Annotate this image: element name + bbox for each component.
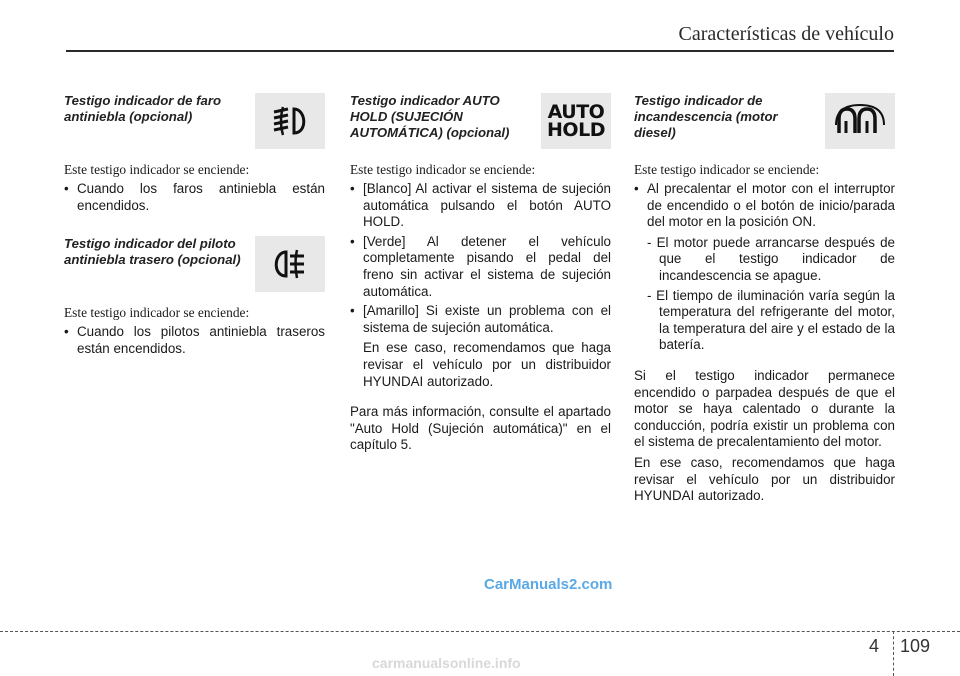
- front-fog-section: [64, 93, 325, 214]
- glow-plug-section: [634, 93, 895, 505]
- page-header-title: Características de vehículo: [678, 23, 894, 45]
- section-header: [634, 93, 895, 149]
- section-lead: Este testigo indicador se enciende:: [64, 162, 250, 177]
- rear-fog-light-icon: [255, 236, 325, 292]
- dash-list: [647, 235, 895, 354]
- list-item-note: En ese caso, recomendamos que haga revisar el vehículo por un distribuidor HYUNDAI autorizado.: [363, 340, 611, 389]
- paragraph: En ese caso, recomendamos que haga revisar el vehículo por un distribuidor HYUNDAI autorizado.: [634, 454, 895, 504]
- list-item: • [Verde] Al detener el vehículo completamente pisando el pedal del freno sin activar el sistema de sujeción automática.: [350, 234, 611, 300]
- column-3: [634, 93, 895, 505]
- footer-divider: [893, 631, 894, 676]
- bullet-list: [634, 181, 895, 354]
- bottom-watermark: carmanualsonline.info: [372, 655, 521, 671]
- section-header: [64, 93, 325, 149]
- section-title: Testigo indicador de faro antiniebla (opcional): [64, 93, 222, 124]
- section-header: [64, 236, 325, 292]
- bullet-list: [350, 181, 611, 390]
- paragraph: Si el testigo indicador permanece encendido o parpadea después de que el motor se haya calentado o durante la conducción, podría existir un problema con el sistema de precalentamiento del motor.: [634, 367, 895, 450]
- section-lead: Este testigo indicador se enciende:: [64, 305, 250, 321]
- bullet-list: [64, 324, 325, 357]
- paragraph: Para más información, consulte el apartado "Auto Hold (Sujeción automática)" en el capítulo 5.: [350, 404, 611, 453]
- footer-rule: [0, 631, 960, 632]
- list-item: • Cuando los pilotos antiniebla traseros están encendidos.: [64, 324, 325, 357]
- rear-fog-section: [64, 236, 325, 357]
- column-1: [64, 93, 325, 360]
- section-lead: Este testigo indicador se enciende:: [350, 162, 536, 177]
- auto-hold-section: [350, 93, 611, 454]
- list-item: • [Amarillo] Si existe un problema con el sistema de sujeción automática. En ese caso, recomendamos que haga revisar el vehículo por un distribuidor HYUNDAI autorizado.: [350, 303, 611, 390]
- list-item: • Cuando los faros antiniebla están encendidos.: [64, 181, 325, 214]
- watermark-link[interactable]: CarManuals2.com: [484, 576, 613, 593]
- section-lead: Este testigo indicador se enciende:: [634, 162, 820, 177]
- list-item: • Al precalentar el motor con el interruptor de encendido o el botón de inicio/parada del motor en la posición ON. - El motor puede arrancarse después de que el testigo indicador de incandescencia se apague. - El tiempo de iluminación varía según la temperatura del refrigerante del motor, la temperatura del aire y el estado de la batería.: [634, 181, 895, 354]
- auto-hold-icon: [541, 93, 611, 149]
- header-rule: [66, 50, 894, 52]
- section-header: [350, 93, 611, 149]
- page-number: 109: [900, 636, 931, 656]
- section-title: Testigo indicador del piloto antiniebla trasero (opcional): [64, 236, 241, 268]
- section-title: Testigo indicador de incandescencia (motor diesel): [634, 93, 778, 140]
- auto-hold-icon-label: AUTO HOLD: [547, 101, 605, 141]
- chapter-number: 4: [869, 636, 880, 656]
- section-title: Testigo indicador AUTO HOLD (SUJECIÓN AUTOMÁTICA) (opcional): [350, 93, 510, 140]
- bullet-list: [64, 181, 325, 214]
- dash-item: - El tiempo de iluminación varía según la temperatura del refrigerante del motor, la temperatura del aire y el estado de la batería.: [647, 287, 895, 353]
- dash-item: - El motor puede arrancarse después de que el testigo indicador de incandescencia se apague.: [647, 234, 895, 283]
- front-fog-light-icon: [255, 93, 325, 149]
- list-item: • [Blanco] Al activar el sistema de sujeción automática pulsando el botón AUTO HOLD.: [350, 181, 611, 231]
- column-2: [350, 93, 611, 454]
- glow-plug-icon: [825, 93, 895, 149]
